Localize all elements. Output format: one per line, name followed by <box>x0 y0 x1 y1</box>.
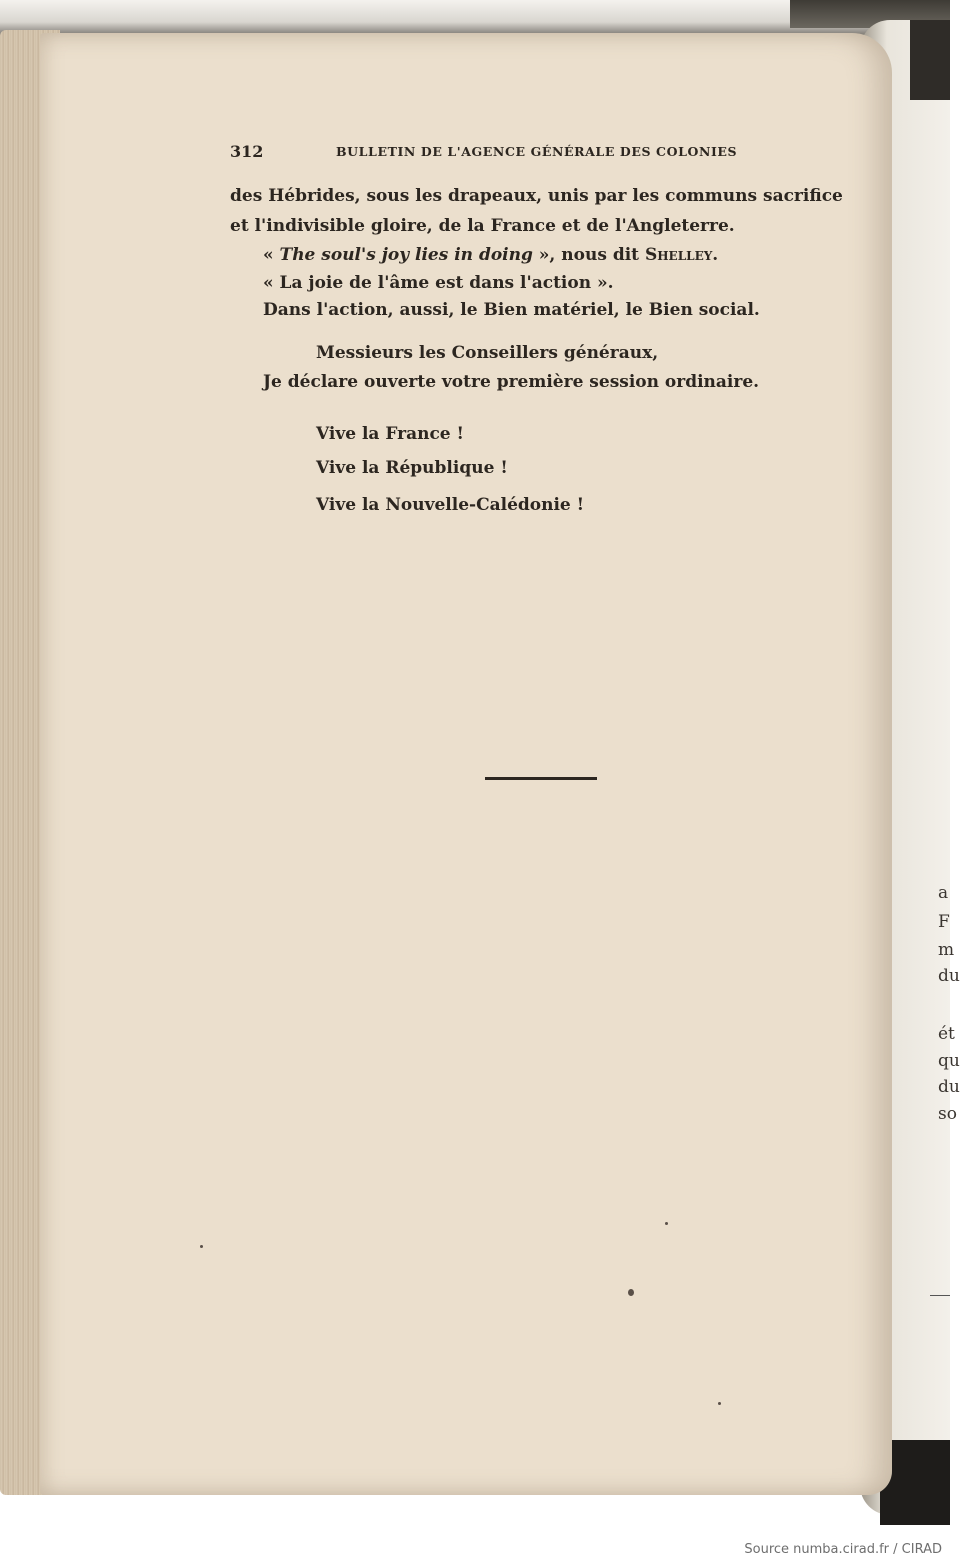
quote-mark: « <box>263 245 280 265</box>
facing-page-fragment: F <box>938 912 950 932</box>
body-line: Dans l'action, aussi, le Bien matériel, le Bien social. <box>263 300 760 320</box>
closing-line: Vive la République ! <box>316 458 508 478</box>
quote-attribution: », nous dit <box>532 245 645 265</box>
body-line: Messieurs les Conseillers généraux, <box>316 343 659 363</box>
closing-line: Vive la France ! <box>316 424 465 444</box>
facing-page-shadow <box>910 20 950 100</box>
body-line: Je déclare ouverte votre première session ordinaire. <box>263 372 760 392</box>
facing-page-fragment: a <box>938 883 949 903</box>
facing-page-fragment: du <box>938 966 960 986</box>
facing-page-fragment: ét <box>938 1024 955 1044</box>
section-end-rule <box>485 777 597 780</box>
page-number: 312 <box>230 142 264 161</box>
facing-page-rule <box>930 1295 950 1296</box>
paper-speck <box>200 1245 203 1248</box>
english-quote: The soul's joy lies in doing <box>279 245 533 265</box>
body-line: et l'indivisible gloire, de la France et de l'Angleterre. <box>230 216 735 236</box>
punctuation: . <box>712 245 719 265</box>
paper-speck <box>665 1222 668 1225</box>
body-line-quote <box>263 245 718 265</box>
running-title: BULLETIN DE L'AGENCE GÉNÉRALE DES COLONIES <box>336 144 738 159</box>
paper-speck <box>718 1402 721 1405</box>
closing-line: Vive la Nouvelle-Calédonie ! <box>316 495 585 515</box>
facing-page-fragment: du <box>938 1077 960 1097</box>
author-name: Shelley <box>644 245 713 265</box>
facing-page-fragment: m <box>938 940 955 960</box>
body-line: « La joie de l'âme est dans l'action ». <box>263 273 614 293</box>
facing-page-fragment: qu <box>938 1051 960 1071</box>
source-credit: Source numba.cirad.fr / CIRAD <box>744 1542 942 1557</box>
paper-speck <box>628 1289 634 1296</box>
body-line: des Hébrides, sous les drapeaux, unis par les communs sacrifice <box>230 186 843 206</box>
facing-page-fragment: so <box>938 1104 957 1124</box>
